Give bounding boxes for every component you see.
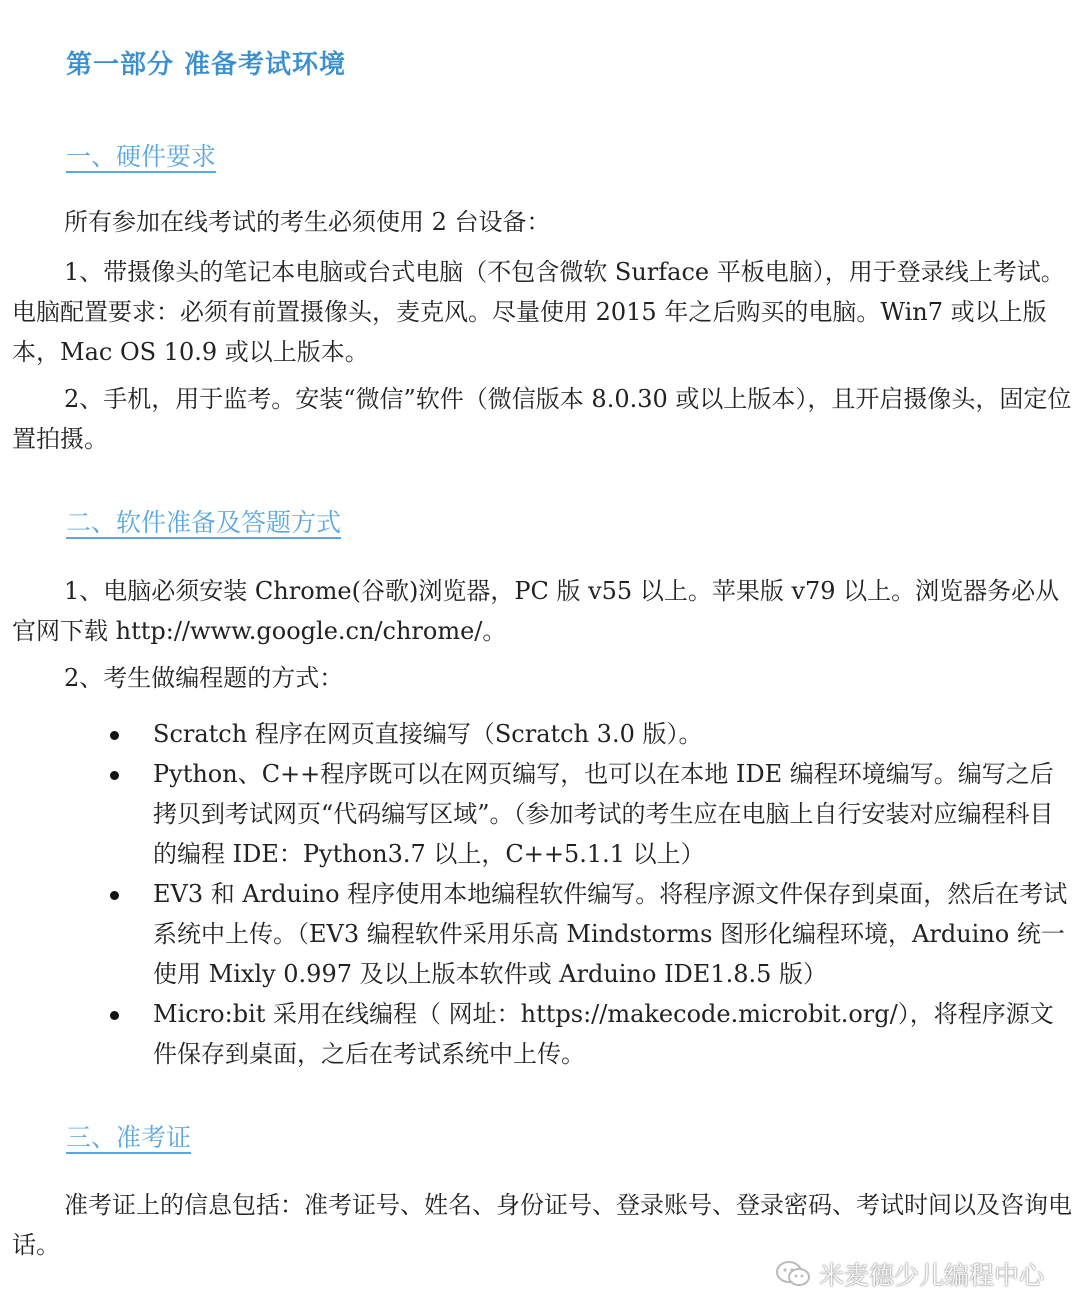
section-heading-software: 二、软件准备及答题方式 bbox=[66, 508, 342, 537]
bullet-icon bbox=[110, 731, 119, 740]
list-item-python-cpp bbox=[0, 754, 1080, 874]
hardware-intro: 所有参加在线考试的考生必须使用 2 台设备： bbox=[64, 208, 551, 236]
admission-ticket-info: 准考证上的信息包括：准考证号、姓名、身份证号、登录账号、登录密码、考试时间以及咨询电话。 bbox=[12, 1191, 1072, 1259]
section-heading-admission-ticket: 三、准考证 bbox=[66, 1123, 192, 1152]
programming-method-list bbox=[0, 714, 1080, 1074]
software-item-chrome: 1、电脑必须安装 Chrome(谷歌)浏览器，PC 版 v55 以上。苹果版 v79 以上。浏览器务必从官网下载 http://www.google.cn/chrome/。 bbox=[12, 577, 1060, 645]
software-item-method: 2、考生做编程题的方式： bbox=[64, 664, 344, 692]
part-title: 第一部分 准备考试环境 bbox=[66, 50, 347, 80]
bullet-icon bbox=[110, 1011, 119, 1020]
bullet-icon bbox=[110, 771, 119, 780]
bullet-icon bbox=[110, 891, 119, 900]
list-item-microbit bbox=[0, 994, 1080, 1074]
list-item-text: Python、C++程序既可以在网页编写，也可以在本地 IDE 编程环境编写。编写之后拷贝到考试网页“代码编写区域”。（参加考试的考生应在电脑上自行安装对应编程科目的编程 IDE：Python3.7 以上，C++5.1.1 以上） bbox=[153, 760, 1054, 868]
list-item-text: EV3 和 Arduino 程序使用本地编程软件编写。将程序源文件保存到桌面，然后在考试系统中上传。（EV3 编程软件采用乐高 Mindstorms 图形化编程环境，Arduino 统一使用 Mixly 0.997 及以上版本软件或 Arduino IDE1.8.5 版） bbox=[153, 880, 1068, 988]
hardware-item-computer: 1、带摄像头的笔记本电脑或台式电脑（不包含微软 Surface 平板电脑），用于登录线上考试。电脑配置要求：必须有前置摄像头，麦克风。尽量使用 2015 年之后购买的电脑。Win7 或以上版本，Mac OS 10.9 或以上版本。 bbox=[12, 258, 1065, 366]
watermark-text: 米麦德少儿编程中心 bbox=[818, 1261, 1044, 1290]
list-item-ev3-arduino bbox=[0, 874, 1080, 994]
section-heading-hardware: 一、硬件要求 bbox=[66, 142, 217, 171]
list-item-scratch bbox=[0, 714, 1080, 754]
wechat-icon bbox=[775, 1260, 811, 1288]
list-item-text: Scratch 程序在网页直接编写（Scratch 3.0 版）。 bbox=[153, 720, 703, 748]
list-item-text: Micro:bit 采用在线编程（ 网址：https://makecode.microbit.org/），将程序源文件保存到桌面，之后在考试系统中上传。 bbox=[153, 1000, 1054, 1068]
watermark bbox=[775, 1256, 1044, 1292]
hardware-item-phone: 2、手机，用于监考。安装“微信”软件（微信版本 8.0.30 或以上版本），且开启摄像头，固定位置拍摄。 bbox=[12, 385, 1072, 453]
